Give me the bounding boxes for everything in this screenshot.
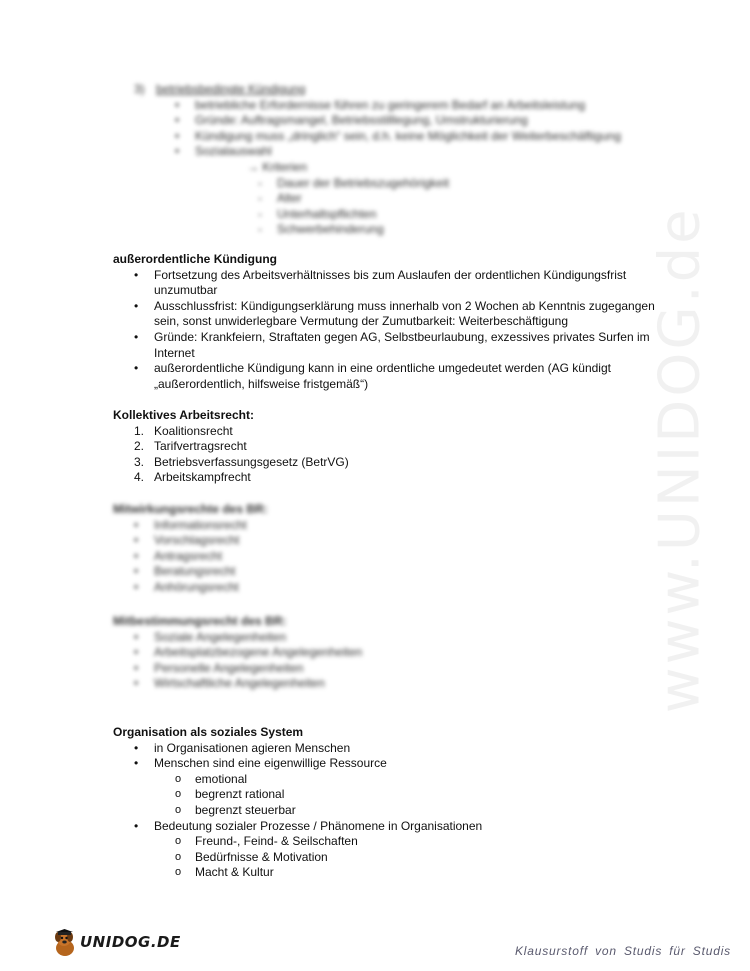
list-item: • Wirtschaftliche Angelegenheiten bbox=[113, 676, 362, 692]
footer-tagline: Klausurstoff von Studis für Studis bbox=[515, 944, 731, 958]
bullet-list bbox=[113, 268, 655, 393]
list-item: • Gründe: Auftragsmangel, Betriebsstilllegung, Umstrukturierung bbox=[154, 113, 621, 129]
list-item: • betriebliche Erfordernisse führen zu geringerem Bedarf an Arbeitsleistung bbox=[154, 98, 621, 114]
sub-list bbox=[113, 772, 482, 819]
line: • außerordentliche Kündigung kann in eine ordentliche umgedeutet werden (AG kündigt bbox=[154, 361, 611, 376]
line: • Fortsetzung des Arbeitsverhältnisses bis zum Auslaufen der ordentlichen Kündigungsfrist bbox=[154, 267, 627, 282]
watermark-text: www.UNIDOG.de bbox=[647, 206, 713, 714]
bullet-list bbox=[113, 518, 268, 596]
list-item: - Unterhaltspflichten bbox=[113, 207, 621, 223]
line: sein, sonst unwiderlegbare Vermutung der Zumutbarkeit: Weiterbeschäftigung bbox=[154, 314, 569, 329]
section-heading: Mitbestimmungsrecht des BR: bbox=[113, 614, 287, 628]
section-kollektives-arbeitsrecht bbox=[113, 408, 349, 486]
line: „außerordentlich, hilfsweise fristgemäß“) bbox=[154, 376, 369, 391]
list-text: Koalitionsrecht bbox=[154, 423, 233, 438]
blurred-kriterien-list bbox=[113, 176, 621, 238]
logo-text: UNIDOG.DE bbox=[80, 933, 181, 952]
list-text: Arbeitskampfrecht bbox=[154, 470, 251, 485]
list-item: • Menschen sind eine eigenwillige Ressource bbox=[113, 756, 482, 772]
blurred-kriterien-label: Kriterien bbox=[262, 159, 308, 174]
list-item: • Arbeitsplatzbezogene Angelegenheiten bbox=[113, 645, 362, 661]
list-item: • Bedeutung sozialer Prozesse / Phänomene in Organisationen bbox=[113, 819, 482, 835]
list-item: • Informationsrecht bbox=[113, 518, 268, 534]
blurred-title-prefix: 3) bbox=[134, 82, 145, 96]
list-item: • Vorschlagsrecht bbox=[113, 533, 268, 549]
blurred-kriterien-label-row: → Kriterien bbox=[247, 159, 308, 174]
list-item bbox=[113, 470, 349, 486]
list-item: • Sozialauswahl bbox=[154, 144, 621, 160]
section-organisation bbox=[113, 725, 482, 881]
list-item bbox=[113, 439, 349, 455]
line: • Ausschlussfrist: Kündigungserklärung muss innerhalb von 2 Wochen ab Kenntnis zugegangen bbox=[154, 298, 655, 313]
sub-list-item: o Macht & Kultur bbox=[113, 865, 482, 881]
dog-mascot-icon bbox=[52, 928, 78, 958]
blurred-section-mitbestimmungsrecht bbox=[113, 614, 362, 692]
list-text: Betriebsverfassungsgesetz (BetrVG) bbox=[154, 454, 349, 469]
blurred-title: betriebsbedingte Kündigung bbox=[156, 82, 306, 96]
list-item: - Dauer der Betriebszugehörigkeit bbox=[113, 176, 621, 192]
list-item bbox=[113, 268, 655, 299]
list-item: - Alter bbox=[113, 191, 621, 207]
line: Internet bbox=[154, 345, 195, 360]
list-item: • Beratungsrecht bbox=[113, 564, 268, 580]
blurred-bullet-list bbox=[154, 98, 621, 160]
list-text: Tarifvertragsrecht bbox=[154, 439, 247, 454]
sub-list-item: o emotional bbox=[113, 772, 482, 788]
bullet-list bbox=[113, 819, 482, 835]
section-heading: Kollektives Arbeitsrecht: bbox=[113, 408, 254, 422]
bullet-list bbox=[113, 741, 482, 772]
line: • Gründe: Krankfeiern, Straftaten gegen AG, Selbstbeurlaubung, exzessives privates Surfen im bbox=[154, 329, 650, 344]
section-ausserordentliche-kuendigung bbox=[113, 252, 655, 392]
section-heading: Organisation als soziales System bbox=[113, 725, 304, 739]
list-number: 1. bbox=[134, 423, 145, 438]
list-item: - Schwerbehinderung bbox=[113, 222, 621, 238]
list-item bbox=[113, 424, 349, 440]
list-item: • Kündigung muss „dringlich“ sein, d.h. keine Möglichkeit der Weiterbeschäftigung bbox=[154, 129, 621, 145]
sub-list bbox=[113, 834, 482, 881]
bullet-list bbox=[113, 630, 362, 692]
unidog-logo[interactable] bbox=[52, 928, 181, 958]
numbered-list bbox=[113, 424, 349, 486]
sub-list-item: o begrenzt steuerbar bbox=[113, 803, 482, 819]
list-item bbox=[113, 361, 655, 392]
list-item: • in Organisationen agieren Menschen bbox=[113, 741, 482, 757]
line: unzumutbar bbox=[154, 283, 218, 298]
list-item: • Antragsrecht bbox=[113, 549, 268, 565]
blurred-title-row bbox=[113, 82, 621, 98]
list-item bbox=[113, 330, 655, 361]
list-item bbox=[113, 299, 655, 330]
list-item bbox=[113, 455, 349, 471]
list-item: • Soziale Angelegenheiten bbox=[113, 630, 362, 646]
list-number: 4. bbox=[134, 470, 145, 485]
list-item: • Personelle Angelegenheiten bbox=[113, 661, 362, 677]
section-heading: Mitwirkungsrechte des BR: bbox=[113, 502, 268, 516]
list-number: 3. bbox=[134, 454, 145, 469]
sub-list-item: o Freund-, Feind- & Seilschaften bbox=[113, 834, 482, 850]
sub-list-item: o begrenzt rational bbox=[113, 787, 482, 803]
list-number: 2. bbox=[134, 439, 145, 454]
list-item: • Anhörungsrecht bbox=[113, 580, 268, 596]
blurred-section-mitwirkungsrechte bbox=[113, 502, 268, 596]
section-heading: außerordentliche Kündigung bbox=[113, 252, 277, 266]
blurred-section-betriebsbedingt bbox=[113, 82, 621, 238]
sub-list-item: o Bedürfnisse & Motivation bbox=[113, 850, 482, 866]
